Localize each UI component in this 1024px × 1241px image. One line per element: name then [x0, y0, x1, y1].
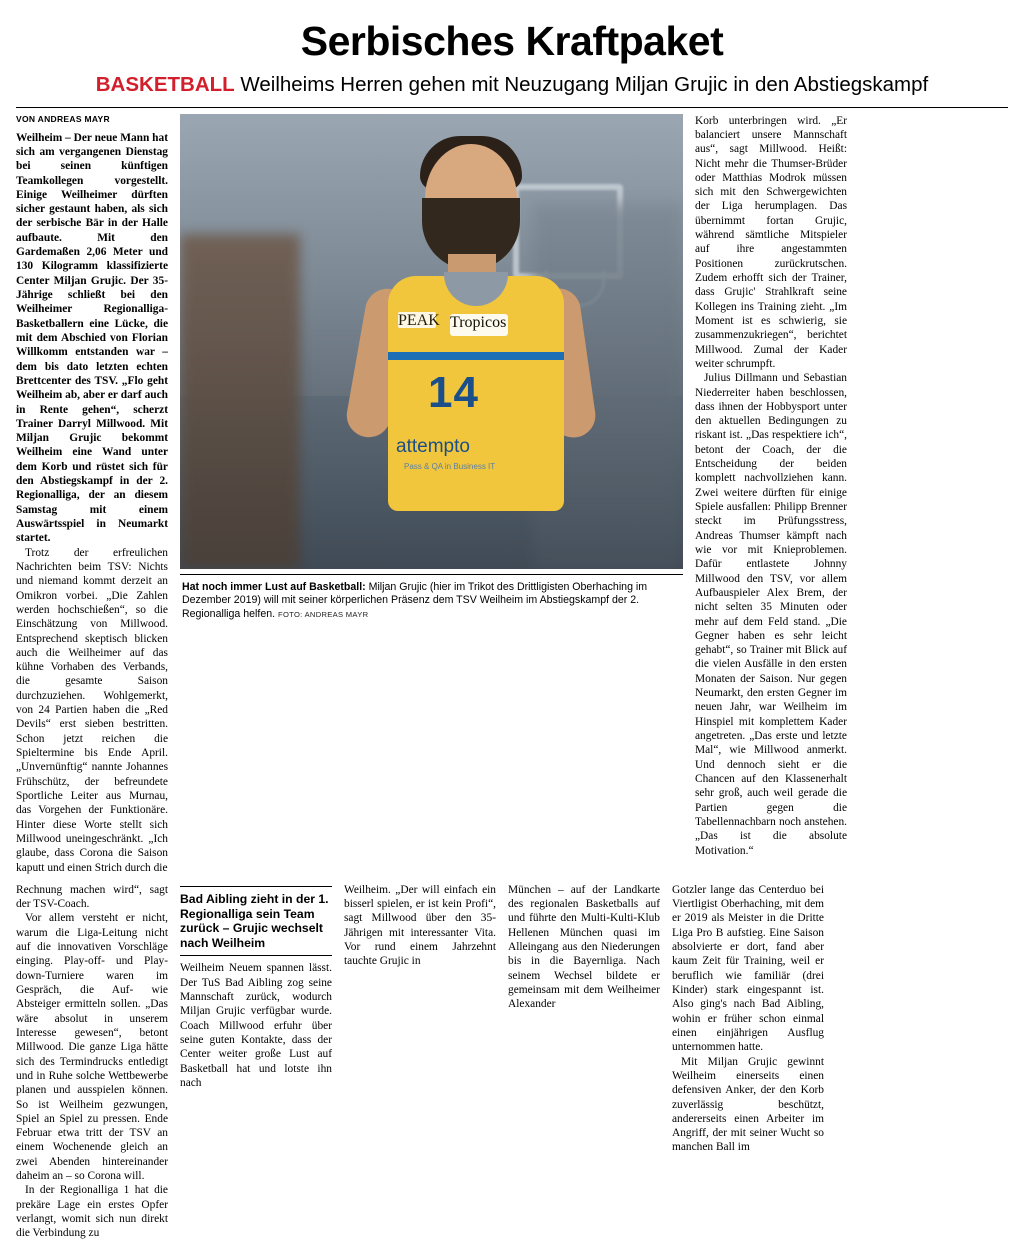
paragraph: Weilheim. „Der will einfach ein bisserl spielen, er ist kein Profi“, sagt Millwood über den 35-Jährigen mit interessanter Vita. Vor rund einem Jahrzehnt tauchte Grujic in	[344, 883, 496, 968]
photo-credit: FOTO: ANDREAS MAYR	[278, 610, 369, 620]
column-3	[180, 883, 332, 1241]
paragraph: Trotz der erfreulichen Nachrichten beim TSV: Nichts und niemand kommt derzeit an Omikron vorbei. „Die Zahlen werden hochschießen“, so die Einschätzung von Millwood. Entsprechend skeptisch blicken auch die Weilheimer auf das kühne Vorhaben des Verbands, die gesamte Saison durchzuziehen. Wohlgemerkt, von 24 Partien haben die „Red Devils“ erst sieben bestritten. Schon jetzt reichen die Spieltermine bis Ende April. „Unvernünftig“ nannte Johannes Frühschütz, der befreundete Sportliche Leiter aus Murnau, das Vorgehen der Funktionäre. Hinter diese Worte stellt sich Millwood uneingeschränkt. „Ich glaube, dass Corona die Saison kaputt und einen Strich durch die	[16, 546, 168, 874]
column-4b	[508, 883, 660, 1241]
photo-blur-left	[180, 234, 300, 569]
jersey-stripe	[388, 352, 564, 360]
basketball-player	[330, 136, 630, 569]
column-6-filler	[836, 883, 988, 1241]
column-6	[695, 114, 847, 858]
jersey-sponsor: attempto	[396, 435, 470, 457]
paragraph: Mit Miljan Grujic gewinnt Weilheim einerseits einen defensiven Anker, der den Korb zuverlässig beschützt, andererseits einen Arbeiter im Angriff, der mit seiner Wucht so manchen Ball im	[672, 1055, 824, 1154]
paragraph: Weilheim – Der neue Mann hat sich am vergangenen Dienstag bei seinen künftigen Teamkollegen vorgestellt. Einige Weilheimer dürften sicher gestaunt haben, als sich der serbische Bär in der Halle aufbaute. Mit den Gardemaßen 2,06 Meter und 130 Kilogramm klassifizierte Center Miljan Grujic. Der 35-Jährige schließt bei den Weilheimer Regionalliga-Basketballern eine Lücke, die mit dem Abschied von Florian Willkomm entstanden war – dem bis dato letzten echten Brettcenter des TSV. „Flo geht Weilheim ab, aber er darf auch in Rente gehen“, scherzt Trainer Darryl Millwood. Mit Miljan Grujic bekommt Weilheim eine Wand unter dem Korb und rüstet sich für den Abstiegskampf in der 2. Regionalliga, der an diesem Samstag mit einem Auswärtsspiel in Neumarkt startet.	[16, 131, 168, 545]
column-5	[672, 883, 824, 1241]
jersey-number: 14	[428, 367, 479, 417]
paragraph: Vor allem versteht er nicht, warum die Liga-Leitung nicht auf die innovativen Vorschläge einging. Play-off- und Play-down-Turniere waren im Gespräch, die Auf- wie Absteiger ermitteln sollen. „Das wäre absolut in unserem Interesse gewesen“, betont Millwood. Die ganze Liga hätte sich des Termindrucks entledigt und in Ruhe solche Wettbewerbe planen und ausspielen können. So ist Weilheim gezwungen, Spiel an Spiel zu pressen. Ende Februar etwa tritt der TSV an einem Wochenende gleich an zwei Abenden hintereinander daheim an – so Corona will.	[16, 912, 168, 1183]
caption-lead: Hat noch immer Lust auf Basketball:	[182, 580, 366, 593]
column-1	[16, 114, 168, 875]
paragraph: Julius Dillmann und Sebastian Niederreiter haben beschlossen, dass ihnen der Hobbysport unter den aktuellen Bedingungen zu riskant ist. „Das respektiere ich“, betont der Coach, der die Entscheidung der beiden komplett nachvollziehen kann. Zwei weitere dürften für einige Spiele ausfallen: Philipp Brenner steckt im Prüfungsstress, Andreas Thumser kämpft nach wie vor mit Knieproblemen. Dafür entlastete Johnny Millwood den TSV, vor allem Aufbauspieler Alex Brem, der nicht selten 35 Minuten oder mehr auf dem Feld stand. „Die Gegner haben es sehr leicht gehabt“, so Trainer mit Blick auf die vielen Ausfälle in den ersten Monaten der Saison. Nur gegen Neumarkt, den ersten Gegner im neuen Jahr, war Weilheim im Hinspiel mit komplettem Kader angetreten. „Das erste und letzte Mal“, wie Millwood anmerkt. Und dennoch sieht er die Chancen auf den Klassenerhalt sehr groß, auch weil gerade die Partien gegen die Tabellennachbarn noch anstehen. „Das ist die absolute Motivation.“	[695, 372, 847, 857]
section-subheadline: Bad Aibling zieht in der 1. Regionalliga sein Team zurück – Grujic wechselt nach Weilheim	[180, 886, 332, 957]
article-subhead	[16, 73, 1008, 97]
paragraph: Rechnung machen wird“, sagt der TSV-Coach.	[16, 883, 168, 911]
paragraph: München – auf der Landkarte des regionalen Basketballs auf und führte den Multi-Kulti-Klub Hellenen München quasi im Alleingang aus den Niederungen bis in die Bayernliga. Nach seinem Wechsel bildete er gemeinsam mit dem Weilheimer Alexander	[508, 883, 660, 1011]
caption-text: Miljan Grujic (hier im Trikot des Drittligisten Oberhaching im Dezember 2019) will mit seiner körperlichen Präsenz dem TSV Weilheim im Abstiegskampf der 2. Regionalliga helfen.	[182, 580, 648, 621]
photo-caption-box	[180, 574, 683, 622]
paragraph: Weilheim Neuem spannen lässt. Der TuS Bad Aibling zog seine Mannschaft zurück, wodurch Miljan Grujic verfügbar wurde. Coach Millwood erfuhr über seine guten Kontakte, dass der Center weiter große Lust auf Basketball hat und lotste ihn nach	[180, 962, 332, 1089]
photo-caption	[182, 581, 681, 622]
jersey-brand-logo: PEAK	[398, 311, 440, 329]
lower-zone	[16, 883, 1008, 1241]
byline: VON ANDREAS MAYR	[16, 113, 110, 124]
article-photo	[180, 114, 683, 569]
jersey-sponsor-sub: Pass & QA in Business IT	[404, 461, 496, 471]
header-divider	[16, 107, 1008, 108]
section-kicker: BASKETBALL	[95, 73, 235, 97]
paragraph: In der Regionalliga 1 hat die prekäre Lage ein erstes Opfer verlangt, womit sich nun direkt die Verbindung zu	[16, 1184, 168, 1240]
jersey-small-sponsor: Tropicos	[450, 314, 508, 336]
column-4	[344, 883, 496, 1241]
page-title: Serbisches Kraftpaket	[300, 18, 724, 64]
subhead-text: Weilheims Herren gehen mit Neuzugang Miljan Grujic in den Abstiegskampf	[240, 73, 929, 97]
paragraph: Korb unterbringen wird. „Er balanciert unsere Mannschaft aus“, sagt Millwood. Heißt: Nicht mehr die Thumser-Brüder oder Matthias Modrok müssen sich mit den Schwergewichten der Liga herumplagen. Das übernimmt fortan Grujic, während sämtliche Mitspieler auf ihre angestammten Positionen zurückrutschen. Zudem erhofft sich der Trainer, dass Grujic' Strahlkraft seine Kollegen ins Training zieht. „Im Moment ist es schwierig, sie zusammenzukriegen“, berichtet Millwood. Zumal der Kader weiter schrumpft.	[695, 114, 847, 370]
photo-block	[180, 114, 683, 622]
column-2	[16, 883, 168, 1241]
paragraph: Gotzler lange das Centerduo bei Viertligist Oberhaching, mit dem er 2019 als Meister in die Dritte Liga Pro B aufstieg. Eine Saison absolvierte er dort, fand aber kaum Zeit für Training, weil er beruflich wie familiär (drei Kinder) stark eingespannt ist. Also ging's nach Bad Aibling, wohin er früher schon einmal einen einjährigen Ausflug unternommen hatte.	[672, 883, 824, 1054]
top-zone	[16, 114, 1008, 875]
